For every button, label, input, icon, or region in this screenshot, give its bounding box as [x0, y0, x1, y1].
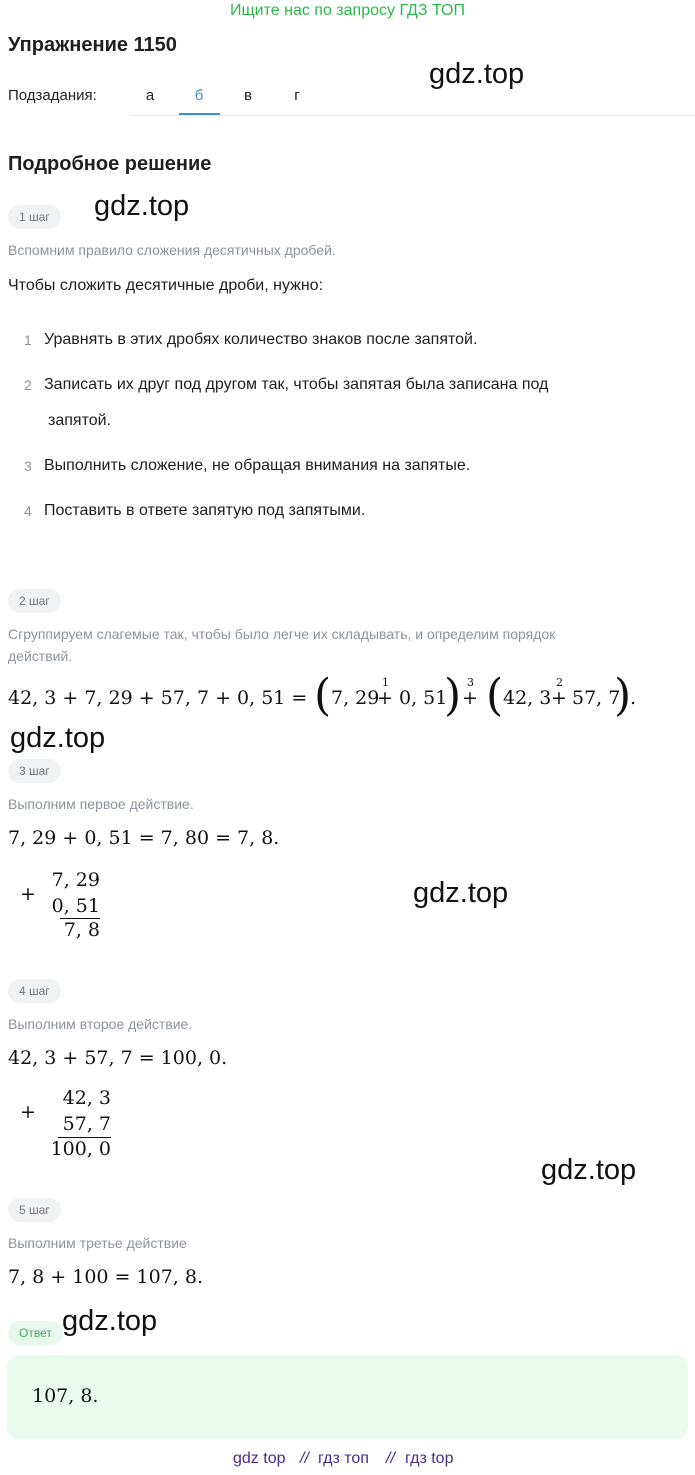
list-item-text-continued: запятой.	[48, 412, 111, 429]
column-op: +	[20, 1101, 36, 1123]
middle-op: +	[462, 687, 478, 709]
active-tab-indicator	[179, 113, 220, 115]
watermark: gdz.top	[94, 190, 190, 222]
step-3-note: Выполним первое действие.	[8, 796, 194, 812]
watermark: gdz.top	[62, 1305, 158, 1337]
search-banner: Ищите нас по запросу ГДЗ ТОП	[230, 2, 465, 19]
column-result: 7, 8	[63, 919, 100, 941]
order-1-label: 1	[382, 676, 389, 689]
footer-link-gdz-top-mixed[interactable]: гдз top	[405, 1450, 454, 1467]
group-2-b: 57, 7	[572, 687, 621, 709]
list-item-text: Уравнять в этих дробях количество знаков после запятой.	[44, 331, 478, 348]
step-3-formula: 7, 29 + 0, 51 = 7, 80 = 7, 8.	[8, 827, 280, 849]
list-item-text: Поставить в ответе запятую под запятыми.	[44, 502, 366, 519]
paren-close: )	[444, 670, 462, 721]
step-5-badge: 5 шаг	[8, 1198, 61, 1222]
answer-badge: Ответ	[8, 1321, 63, 1345]
list-item-number: 4	[24, 503, 32, 519]
page-title: Упражнение 1150	[8, 34, 177, 56]
step-4-formula: 42, 3 + 57, 7 = 100, 0.	[8, 1047, 228, 1069]
list-item-text: Выполнить сложение, не обращая внимания на запятые.	[44, 457, 471, 474]
watermark: gdz.top	[429, 58, 525, 90]
order-2-label: 2	[556, 676, 563, 689]
step-5-formula: 7, 8 + 100 = 107, 8.	[8, 1266, 203, 1288]
paren-close: )	[614, 670, 632, 721]
column-op: +	[20, 883, 36, 905]
column-addend-2: 0, 51	[51, 895, 100, 917]
formula-left: 42, 3 + 7, 29 + 57, 7 + 0, 51 =	[8, 687, 308, 709]
step-1-intro: Чтобы сложить десятичные дроби, нужно:	[8, 277, 324, 294]
step-2-note-continued: действий.	[8, 648, 73, 664]
step-1-badge: 1 шаг	[8, 205, 61, 229]
watermark: gdz.top	[541, 1154, 637, 1186]
group-1-b: 0, 51	[399, 687, 448, 709]
footer-link-gdz-top[interactable]: gdz top	[233, 1450, 286, 1467]
column-result: 100, 0	[50, 1138, 111, 1160]
footer-separator: //	[386, 1450, 395, 1467]
tab-a[interactable]: а	[145, 87, 155, 104]
column-addend-1: 42, 3	[62, 1087, 111, 1109]
order-3-label: 3	[467, 676, 474, 689]
step-5-note: Выполним третье действие	[8, 1235, 187, 1251]
step-1-note: Вспомним правило сложения десятичных дробей.	[8, 242, 336, 258]
tab-b[interactable]: б	[194, 87, 204, 104]
answer-box	[7, 1355, 688, 1439]
formula-end: .	[630, 687, 637, 709]
subtasks-label: Подзадания:	[8, 87, 97, 104]
paren-open: (	[486, 670, 504, 721]
group-1-a: 7, 29	[331, 687, 380, 709]
watermark: gdz.top	[10, 722, 106, 754]
footer-separator: //	[300, 1450, 309, 1467]
list-item-number: 1	[24, 332, 32, 348]
list-item-text: Записать их друг под другом так, чтобы запятая была записана под	[44, 376, 549, 393]
tab-g[interactable]: г	[294, 87, 300, 104]
step-3-badge: 3 шаг	[8, 759, 61, 783]
paren-open: (	[314, 670, 332, 721]
step-4-badge: 4 шаг	[8, 979, 61, 1003]
tab-v[interactable]: в	[244, 87, 252, 104]
step-2-badge: 2 шаг	[8, 589, 61, 613]
footer-link-gdz-top-ru[interactable]: гдз топ	[318, 1450, 369, 1467]
group-2-a: 42, 3	[503, 687, 552, 709]
step-4-note: Выполним второе действие.	[8, 1016, 193, 1032]
group-2-op: +	[551, 687, 567, 709]
answer-value: 107, 8.	[32, 1385, 99, 1407]
list-item-number: 2	[24, 377, 32, 393]
solution-title: Подробное решение	[8, 153, 212, 175]
step-2-note: Сгруппируем слагемые так, чтобы было легче их складывать, и определим порядок	[8, 626, 556, 642]
group-1-op: +	[377, 687, 393, 709]
list-item-number: 3	[24, 458, 32, 474]
column-addend-1: 7, 29	[51, 869, 100, 891]
tabs-divider	[130, 115, 695, 116]
watermark: gdz.top	[413, 877, 509, 909]
column-addend-2: 57, 7	[62, 1113, 111, 1135]
